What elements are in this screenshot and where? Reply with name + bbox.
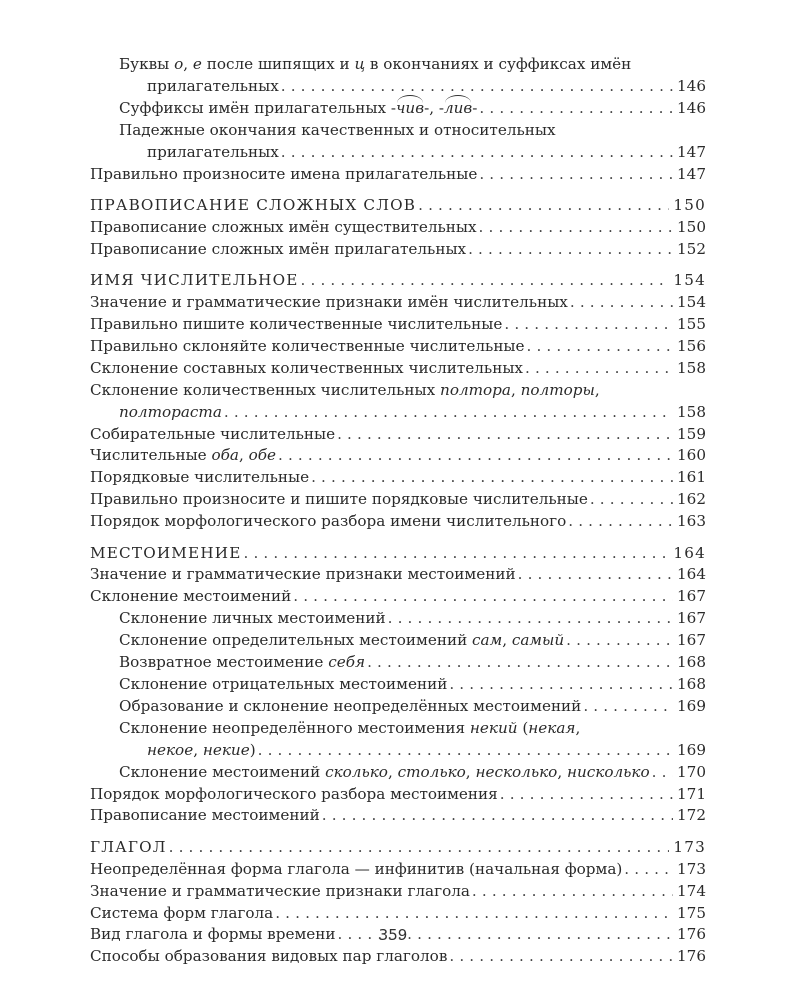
toc-entry[interactable] xyxy=(90,674,706,696)
leader-dots xyxy=(570,292,673,314)
leader-dots xyxy=(301,270,670,292)
text-segment: Склонение отрицательных местоимений xyxy=(119,674,448,693)
entry-page: 161 xyxy=(677,468,706,487)
text-segment: , xyxy=(557,762,567,781)
leader-dots xyxy=(281,142,673,164)
entry-title xyxy=(90,292,568,314)
entry-page: 176 xyxy=(677,947,706,966)
leader-dots xyxy=(472,881,673,903)
toc-entry[interactable] xyxy=(90,358,706,380)
toc-entry[interactable] xyxy=(90,564,706,586)
toc-entry[interactable] xyxy=(90,292,706,314)
leader-dots xyxy=(169,837,670,859)
toc-entry-line[interactable] xyxy=(90,718,706,740)
text-segment: Правописание местоимений xyxy=(90,806,320,825)
text-segment: Склонение составных количественных числительных xyxy=(90,358,523,377)
section-heading[interactable] xyxy=(90,270,706,292)
toc-section xyxy=(90,543,706,828)
entry-title xyxy=(90,467,309,489)
entry-page: 150 xyxy=(677,217,706,236)
toc-entry[interactable] xyxy=(90,217,706,239)
entry-title xyxy=(90,445,276,467)
entry-title: МЕСТОИМЕНИЕ xyxy=(90,543,242,562)
text-segment: Собирательные числительные xyxy=(90,424,336,443)
text-segment: полтораста xyxy=(119,402,222,421)
entry-page: 167 xyxy=(677,631,706,650)
text-segment: Правильно произносите имена прилагательные xyxy=(90,164,478,183)
toc-entry-line[interactable] xyxy=(90,54,706,76)
entry-page: 147 xyxy=(677,142,706,161)
leader-dots xyxy=(449,674,673,696)
text-segment: прилагательных xyxy=(147,142,279,161)
entry-page: 170 xyxy=(677,762,706,781)
text-segment: о xyxy=(174,55,184,73)
leader-dots xyxy=(479,164,673,186)
text-segment: некий xyxy=(469,718,518,737)
toc-section xyxy=(90,270,706,533)
toc-entry[interactable] xyxy=(90,336,706,358)
entry-title xyxy=(90,903,273,925)
entry-title xyxy=(90,586,291,608)
text-segment: ) xyxy=(249,740,256,759)
entry-title xyxy=(119,630,564,652)
table-of-contents xyxy=(90,54,706,978)
entry-title xyxy=(119,402,222,424)
text-segment: , xyxy=(183,55,193,73)
text-segment: , xyxy=(193,740,203,759)
leader-dots xyxy=(527,336,673,358)
entry-page: 173 xyxy=(677,859,706,878)
text-segment: ( xyxy=(517,718,529,737)
entry-title xyxy=(119,762,650,784)
entry-page: 176 xyxy=(677,925,706,944)
entry-title xyxy=(119,674,447,696)
entry-page: 158 xyxy=(677,402,706,421)
toc-entry[interactable] xyxy=(90,467,706,489)
toc-entry-line[interactable] xyxy=(90,380,706,402)
leader-dots xyxy=(258,740,673,762)
leader-dots xyxy=(322,805,673,827)
text-segment: -, - xyxy=(424,98,444,117)
entry-title xyxy=(119,652,365,674)
leader-dots xyxy=(568,511,673,533)
text-segment: Значение и грамматические признаки местоимений xyxy=(90,565,516,584)
toc-entry[interactable] xyxy=(90,630,706,652)
entry-page: 162 xyxy=(677,490,706,509)
text-segment: Порядок морфологического разбора имени числительного xyxy=(90,512,567,531)
entry-page: 146 xyxy=(677,76,706,95)
leader-dots xyxy=(566,630,673,652)
text-segment: столько xyxy=(397,762,466,781)
text-segment: оба xyxy=(211,446,239,465)
entry-title xyxy=(90,164,477,186)
text-segment: , xyxy=(238,446,249,465)
text-segment: полтора xyxy=(440,380,511,399)
text-segment: Вид глагола и формы времени xyxy=(90,925,336,944)
text-segment: , xyxy=(387,762,398,781)
leader-dots xyxy=(479,217,673,239)
entry-title xyxy=(90,881,470,903)
text-segment: , xyxy=(502,631,512,650)
text-segment: сам xyxy=(472,631,503,650)
entry-page: 152 xyxy=(677,239,706,258)
leader-dots xyxy=(278,445,673,467)
toc-entry[interactable] xyxy=(90,608,706,630)
text-segment: Образование и склонение неопределённых местоимений xyxy=(119,696,582,715)
leader-dots xyxy=(293,586,673,608)
text-segment: Способы образования видовых пар глаголов xyxy=(90,947,448,966)
entry-title xyxy=(119,98,477,120)
text-segment: Значение и грамматические признаки глагола xyxy=(90,881,470,900)
entry-title xyxy=(90,336,525,358)
entry-page: 158 xyxy=(677,358,706,377)
text-segment: лив xyxy=(444,98,472,120)
toc-section xyxy=(90,195,706,261)
text-segment: в окончаниях и суффиксах имён xyxy=(365,55,632,73)
entry-title xyxy=(90,805,320,827)
toc-entry[interactable] xyxy=(90,489,706,511)
page-number: 359 xyxy=(378,926,408,944)
entry-title xyxy=(90,217,477,239)
leader-dots xyxy=(367,652,673,674)
entry-page: 164 xyxy=(677,565,706,584)
entry-title xyxy=(90,424,335,446)
entry-title: ИМЯ ЧИСЛИТЕЛЬНОЕ xyxy=(90,271,299,290)
text-segment: Склонение местоимений xyxy=(119,762,326,781)
toc-entry[interactable] xyxy=(90,652,706,674)
leader-dots xyxy=(525,358,673,380)
text-segment: себя xyxy=(328,653,366,672)
entry-title xyxy=(119,696,581,718)
leader-dots xyxy=(224,402,673,424)
entry-page: 169 xyxy=(677,740,706,759)
entry-page: 168 xyxy=(677,674,706,693)
toc-entry[interactable] xyxy=(90,586,706,608)
entry-page: 171 xyxy=(677,784,706,803)
text-segment: обе xyxy=(248,446,277,465)
toc-section xyxy=(90,837,706,968)
entry-title xyxy=(90,511,566,533)
entry-page: 154 xyxy=(673,271,706,290)
toc-section xyxy=(90,54,706,185)
text-segment: сколько xyxy=(325,762,388,781)
leader-dots xyxy=(518,564,673,586)
leader-dots xyxy=(449,946,673,968)
text-segment: некое xyxy=(147,740,194,759)
leader-dots xyxy=(337,424,673,446)
toc-entry[interactable] xyxy=(90,740,706,762)
text-segment: - xyxy=(472,98,478,117)
toc-entry[interactable] xyxy=(90,805,706,827)
leader-dots xyxy=(388,608,673,630)
leader-dots xyxy=(504,314,673,336)
text-segment: е xyxy=(192,55,202,73)
text-segment: полторы xyxy=(520,380,595,399)
text-segment: , xyxy=(510,380,521,399)
entry-title xyxy=(147,740,256,762)
entry-title xyxy=(90,239,466,261)
entry-page: 172 xyxy=(677,806,706,825)
text-segment: Склонение личных местоимений xyxy=(119,609,386,628)
section-heading[interactable] xyxy=(90,195,706,217)
text-segment: Падежные окончания качественных и относительных xyxy=(119,120,556,139)
text-segment: Правильно склоняйте количественные числительные xyxy=(90,336,525,355)
entry-page: 150 xyxy=(673,195,706,214)
entry-title xyxy=(90,946,447,968)
text-segment: , xyxy=(465,762,476,781)
entry-page: 154 xyxy=(677,293,706,312)
text-segment: ц xyxy=(354,55,366,73)
toc-entry[interactable] xyxy=(90,696,706,718)
entry-title xyxy=(90,314,502,336)
text-segment: Правильно произносите и пишите порядковые числительные xyxy=(90,490,588,509)
leader-dots xyxy=(281,76,673,98)
text-segment: Правописание сложных имён существительных xyxy=(90,217,477,236)
entry-page: 155 xyxy=(677,314,706,333)
toc-entry[interactable] xyxy=(90,946,706,968)
leader-dots xyxy=(275,903,673,925)
entry-page: 159 xyxy=(677,424,706,443)
leader-dots xyxy=(624,859,673,881)
text-segment: Буквы xyxy=(119,55,175,73)
toc-entry[interactable] xyxy=(90,142,706,164)
text-segment: Неопределённая форма глагола — инфинитив (начальная форма) xyxy=(90,859,623,878)
text-segment: - xyxy=(390,98,396,117)
leader-dots xyxy=(311,467,673,489)
text-segment: Правописание сложных имён прилагательных xyxy=(90,239,467,258)
toc-entry[interactable] xyxy=(90,98,706,120)
entry-title: ПРАВОПИСАНИЕ СЛОЖНЫХ СЛОВ xyxy=(90,195,417,214)
entry-page: 175 xyxy=(677,903,706,922)
text-segment: Порядковые числительные xyxy=(90,468,310,487)
text-segment: Возвратное местоимение xyxy=(119,653,329,672)
leader-dots xyxy=(583,696,673,718)
toc-entry[interactable] xyxy=(90,881,706,903)
toc-entry[interactable] xyxy=(90,762,706,784)
text-segment: Порядок морфологического разбора местоимения xyxy=(90,784,498,803)
text-segment: Склонение местоимений xyxy=(90,587,292,606)
leader-dots xyxy=(479,98,673,120)
text-segment: нисколько xyxy=(566,762,650,781)
entry-page: 163 xyxy=(677,512,706,531)
text-segment: чив xyxy=(396,98,424,120)
entry-page: 160 xyxy=(677,446,706,465)
entry-title xyxy=(119,608,386,630)
entry-title xyxy=(90,784,498,806)
entry-page: 146 xyxy=(677,98,706,117)
entry-page: 168 xyxy=(677,653,706,672)
toc-entry[interactable] xyxy=(90,164,706,186)
entry-page: 173 xyxy=(673,837,706,856)
toc-entry[interactable] xyxy=(90,76,706,98)
text-segment: после шипящих и xyxy=(201,55,355,73)
entry-page: 169 xyxy=(677,696,706,715)
entry-title: ГЛАГОЛ xyxy=(90,837,167,856)
toc-entry[interactable] xyxy=(90,903,706,925)
entry-page: 167 xyxy=(677,609,706,628)
entry-page: 147 xyxy=(677,164,706,183)
toc-entry[interactable] xyxy=(90,402,706,424)
toc-entry[interactable] xyxy=(90,314,706,336)
section-heading[interactable] xyxy=(90,837,706,859)
text-segment: Значение и грамматические признаки имён числительных xyxy=(90,293,568,312)
toc-entry[interactable] xyxy=(90,511,706,533)
text-segment: Склонение неопределённого местоимения xyxy=(119,718,470,737)
text-segment: Склонение количественных числительных xyxy=(90,380,441,399)
toc-entry[interactable] xyxy=(90,784,706,806)
text-segment: , xyxy=(594,380,600,399)
toc-entry[interactable] xyxy=(90,859,706,881)
entry-page: 167 xyxy=(677,587,706,606)
text-segment: Числительные xyxy=(90,446,212,465)
toc-entry[interactable] xyxy=(90,445,706,467)
leader-dots xyxy=(418,195,669,217)
text-segment: Система форм глагола xyxy=(90,903,274,922)
section-heading[interactable] xyxy=(90,543,706,565)
toc-entry[interactable] xyxy=(90,239,706,261)
entry-page: 174 xyxy=(677,881,706,900)
entry-title xyxy=(90,859,622,881)
text-segment: некие xyxy=(202,740,250,759)
text-segment: Склонение определительных местоимений xyxy=(119,631,473,650)
text-segment: , xyxy=(575,718,581,737)
leader-dots xyxy=(500,784,673,806)
text-segment: некая xyxy=(528,718,576,737)
entry-page: 164 xyxy=(673,543,706,562)
leader-dots xyxy=(244,543,670,565)
toc-entry-line[interactable] xyxy=(90,120,706,142)
leader-dots xyxy=(590,489,673,511)
entry-page: 156 xyxy=(677,336,706,355)
leader-dots xyxy=(652,762,673,784)
entry-title xyxy=(147,76,279,98)
text-segment: Суффиксы имён прилагательных xyxy=(119,98,391,117)
text-segment: прилагательных xyxy=(147,76,279,95)
text-segment: самый xyxy=(511,631,565,650)
entry-title xyxy=(90,489,588,511)
text-segment: несколько xyxy=(475,762,558,781)
entry-title xyxy=(90,358,523,380)
toc-entry[interactable] xyxy=(90,424,706,446)
entry-title xyxy=(147,142,279,164)
text-segment: Правильно пишите количественные числительные xyxy=(90,314,503,333)
entry-title xyxy=(90,564,516,586)
leader-dots xyxy=(468,239,673,261)
